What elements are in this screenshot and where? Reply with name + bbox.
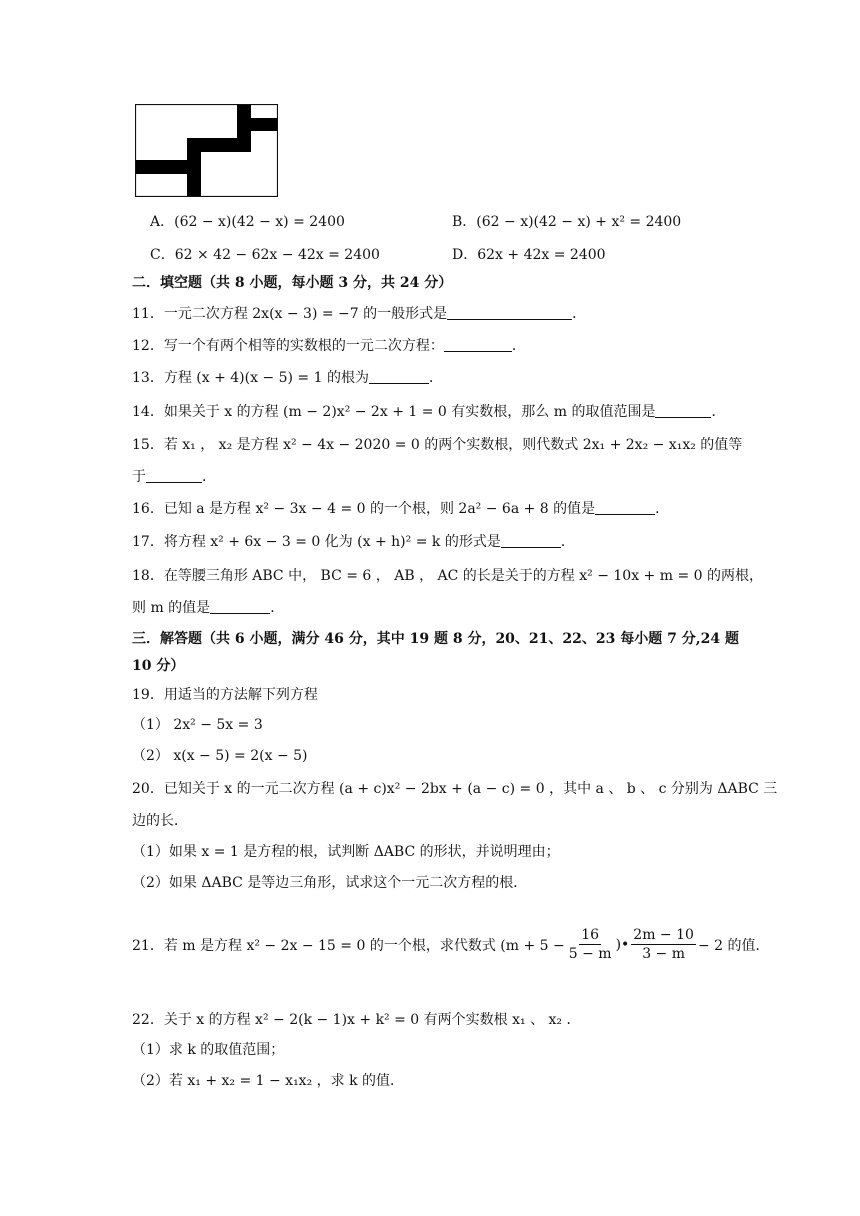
- end-mark: ．: [511, 338, 526, 354]
- question-14-text: 14．如果关于 x 的方程 (m − 2)x² − 2x + 1 = 0 有实数根，那么 m 的取值范围是: [132, 404, 656, 420]
- option-c: C．62 × 42 − 62x − 42x = 2400: [150, 247, 380, 263]
- fraction-16-over-5-minus-m: [567, 926, 614, 963]
- question-19: 19．用适当的方法解下列方程: [132, 687, 318, 703]
- question-20-part-1: （1）如果 x = 1 是方程的根，试判断 ΔABC 的形状，并说明理由；: [132, 844, 560, 860]
- end-mark: ．: [655, 501, 670, 517]
- question-16: [132, 499, 669, 519]
- question-19-part-2: （2） x(x − 5) = 2(x − 5): [132, 748, 308, 764]
- question-21: [132, 926, 769, 963]
- question-11: [132, 304, 586, 324]
- fraction-denominator: 3 − m: [642, 946, 686, 962]
- fraction-denominator: 5 − m: [568, 946, 612, 962]
- end-mark: ．: [572, 306, 587, 322]
- question-12: [132, 336, 526, 356]
- question-20-line-2: 边的长．: [132, 813, 188, 829]
- question-22-part-1: （1）求 k 的取值范围；: [132, 1042, 285, 1058]
- option-a: A．(62 − x)(42 − x) = 2400: [150, 214, 345, 230]
- question-16-text: 16．已知 a 是方程 x² − 3x − 4 = 0 的一个根，则 2a² − 6a + 8 的值是: [132, 501, 596, 517]
- end-mark: ．: [711, 404, 726, 420]
- question-21-pre: 21．若 m 是方程 x² − 2x − 15 = 0 的一个根，求代数式 (m + 5 −: [132, 937, 565, 954]
- question-15-line-1: 15．若 x₁ ， x₂ 是方程 x² − 4x − 2020 = 0 的两个实数根，则代数式 2x₁ + 2x₂ − x₁x₂ 的值等: [132, 437, 743, 453]
- question-18-line-1: 18．在等腰三角形 ABC 中， BC = 6 ， AB ， AC 的长是关于的方程 x² − 10x + m = 0 的两根，: [132, 568, 763, 584]
- road-horizontal-bottom: [136, 160, 191, 174]
- option-d: D．62x + 42x = 2400: [452, 247, 606, 263]
- question-19-part-1: （1） 2x² − 5x = 3: [132, 717, 263, 733]
- question-12-text: 12．写一个有两个相等的实数根的一元二次方程：: [132, 338, 444, 354]
- fraction-numerator: 16: [581, 927, 600, 943]
- question-15-line-2: [132, 467, 216, 487]
- section-3-heading-line-1: 三．解答题（共 6 小题，满分 46 分，其中 19 题 8 分，20、21、22、23 每小题 7 分,24 题: [132, 631, 739, 647]
- question-20-part-2: （2）如果 ΔABC 是等边三角形，试求这个一元二次方程的根．: [132, 875, 528, 891]
- end-mark: ．: [428, 370, 443, 386]
- question-18-line-2: [132, 598, 284, 618]
- answer-blank: [146, 468, 202, 483]
- section-3-heading-line-2: 10 分）: [132, 658, 185, 674]
- question-13: [132, 368, 443, 388]
- answer-blank: [595, 500, 655, 515]
- question-17: [132, 532, 575, 552]
- question-21-mid: )•: [615, 936, 630, 953]
- question-14: [132, 402, 725, 422]
- option-b: B．(62 − x)(42 − x) + x² = 2400: [452, 214, 682, 230]
- fraction-2m-10-over-3-minus-m: [631, 926, 696, 963]
- end-mark: ．: [202, 469, 216, 485]
- question-20-line-1: 20．已知关于 x 的一元二次方程 (a + c)x² − 2bx + (a − c) = 0 ，其中 a 、 b 、 c 分别为 ΔABC 三: [132, 781, 778, 797]
- question-21-post: − 2 的值．: [697, 937, 770, 954]
- question-11-text: 11．一元二次方程 2x(x − 3) = −7 的一般形式是: [132, 306, 448, 322]
- end-mark: ．: [270, 600, 285, 616]
- question-17-text: 17．将方程 x² + 6x − 3 = 0 化为 (x + h)² = k 的形式是: [132, 534, 501, 550]
- question-22-part-2: （2）若 x₁ + x₂ = 1 − x₁x₂ ，求 k 的值．: [132, 1073, 405, 1089]
- answer-blank: [444, 337, 512, 352]
- road-horizontal-top: [237, 118, 277, 131]
- answer-blank: [655, 403, 711, 418]
- question-18-text: 则 m 的值是: [132, 600, 211, 616]
- fraction-numerator: 2m − 10: [633, 927, 694, 943]
- section-2-heading: 二．填空题（共 8 小题，每小题 3 分，共 24 分）: [132, 275, 453, 291]
- question-22: 22．关于 x 的方程 x² − 2(k − 1)x + k² = 0 有两个实数根 x₁ 、 x₂ ．: [132, 1012, 581, 1028]
- question-15-text: 于: [132, 469, 146, 485]
- answer-blank: [210, 599, 270, 614]
- answer-blank: [447, 305, 572, 320]
- end-mark: ．: [560, 534, 575, 550]
- answer-blank: [501, 533, 561, 548]
- question-13-text: 13．方程 (x + 4)(x − 5) = 1 的根为: [132, 370, 369, 386]
- answer-blank: [369, 369, 429, 384]
- road-figure: [135, 104, 278, 197]
